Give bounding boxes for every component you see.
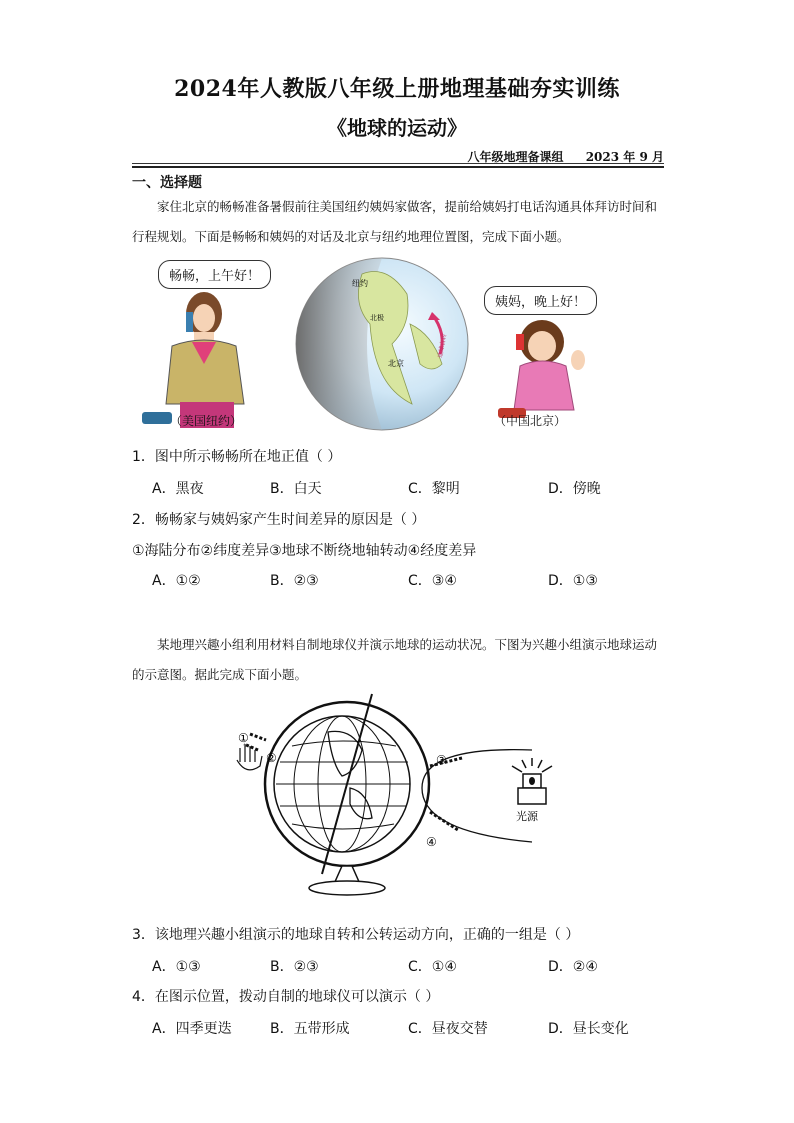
- light-source-label: 光源: [516, 810, 538, 823]
- girl-on-phone-illustration: [494, 314, 604, 424]
- figure-2-globe-diagram: [232, 692, 592, 902]
- globe-label-northpole: 北极: [370, 314, 384, 322]
- q1-option-d[interactable]: D．傍晚: [548, 481, 601, 497]
- question-1-stem: 1．图中所示畅畅所在地正值（ ）: [132, 449, 342, 465]
- header-rule-thin: [132, 163, 664, 164]
- header-date: 2023 年 9 月: [585, 150, 664, 164]
- fig2-mark-1: ①: [238, 731, 249, 745]
- q1-option-b[interactable]: B．白天: [270, 481, 322, 497]
- prep-group: 八年级地理备课组: [467, 150, 564, 164]
- figure-1: [132, 254, 672, 434]
- q2-option-a[interactable]: A．①②: [152, 573, 201, 589]
- fig2-mark-3: ③: [436, 753, 447, 767]
- header-rule-thick: [132, 166, 664, 168]
- q2-option-c[interactable]: C．③④: [408, 573, 457, 589]
- q2-option-d[interactable]: D．①③: [548, 573, 598, 589]
- question-3-stem: 3．该地理兴趣小组演示的地球自转和公转运动方向，正确的一组是（ ）: [132, 927, 580, 943]
- globe-label-newyork: 纽约: [352, 279, 368, 288]
- q1-option-a[interactable]: A．黑夜: [152, 481, 204, 497]
- q3-option-a[interactable]: A．①③: [152, 959, 201, 975]
- caption-newyork: （美国纽约）: [170, 414, 243, 428]
- globe-label-rotation: 地球自转: [437, 333, 449, 359]
- passage-1: 家住北京的畅畅准备暑假前往美国纽约姨妈家做客，提前给姨妈打电话沟通具体拜访时间和行程规划。下面是畅畅和姨妈的对话及北京与纽约地理位置图，完成下面小题。: [132, 199, 658, 244]
- document-subtitle: 《地球的运动》: [327, 116, 467, 140]
- fig2-mark-2: ②: [266, 751, 277, 765]
- q1-option-c[interactable]: C．黎明: [408, 481, 460, 497]
- speech-bubble-right: 姨妈，晚上好！: [484, 286, 597, 315]
- q3-option-d[interactable]: D．②④: [548, 959, 598, 975]
- q3-option-b[interactable]: B．②③: [270, 959, 319, 975]
- fig2-mark-4: ④: [426, 835, 437, 849]
- globe-label-beijing: 北京: [388, 359, 404, 368]
- question-4-stem: 4．在图示位置，拨动自制的地球仪可以演示（ ）: [132, 989, 440, 1005]
- q3-option-c[interactable]: C．①④: [408, 959, 457, 975]
- q4-option-c[interactable]: C．昼夜交替: [408, 1021, 488, 1037]
- q2-option-b[interactable]: B．②③: [270, 573, 319, 589]
- globe-illustration: [292, 254, 472, 434]
- q4-option-b[interactable]: B．五带形成: [270, 1021, 350, 1037]
- speech-bubble-left: 畅畅，上午好！: [158, 260, 271, 289]
- light-source-icon: [512, 758, 552, 804]
- caption-beijing: （中国北京）: [494, 414, 567, 428]
- question-2-stem: 2．畅畅家与姨妈家产生时间差异的原因是（ ）: [132, 512, 426, 528]
- question-2-note: ①海陆分布②纬度差异③地球不断绕地轴转动④经度差异: [132, 543, 477, 559]
- q4-option-d[interactable]: D．昼长变化: [548, 1021, 629, 1037]
- q4-option-a[interactable]: A．四季更迭: [152, 1021, 232, 1037]
- document-title: 2024年人教版八年级上册地理基础夯实训练: [174, 76, 620, 102]
- section-title: 一、选择题: [132, 175, 202, 191]
- passage-2: 某地理兴趣小组利用材料自制地球仪并演示地球的运动状况。下图为兴趣小组演示地球运动的示意图。据此完成下面小题。: [132, 637, 658, 682]
